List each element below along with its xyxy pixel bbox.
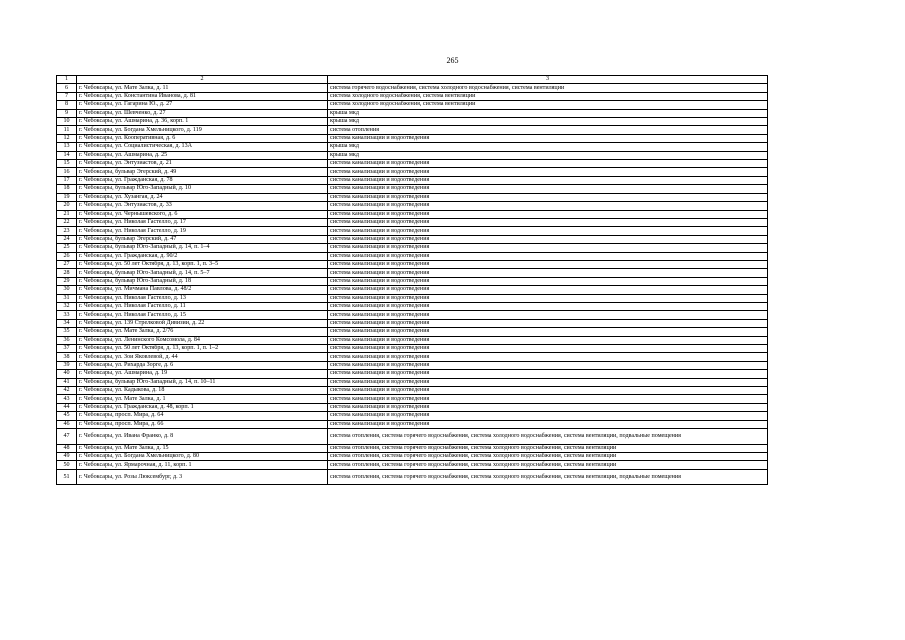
row-number: 44 bbox=[57, 403, 77, 411]
row-address: г. Чебоксары, ул. Рихарда Зорге, д. 6 bbox=[77, 361, 328, 369]
row-address: г. Чебоксары, ул. Хузангая, д. 24 bbox=[77, 193, 328, 201]
row-works: система канализации и водоотведения bbox=[328, 244, 768, 252]
row-works: система канализации и водоотведения bbox=[328, 235, 768, 243]
table-row bbox=[57, 202, 768, 210]
table-row bbox=[57, 353, 768, 361]
table-row bbox=[57, 134, 768, 142]
row-address: г. Чебоксары, ул. Гражданская, д. 78 bbox=[77, 176, 328, 184]
table-row bbox=[57, 235, 768, 243]
header-col-1: 1 bbox=[57, 76, 77, 84]
row-number: 36 bbox=[57, 336, 77, 344]
table-row bbox=[57, 420, 768, 428]
table-row bbox=[57, 185, 768, 193]
row-number: 28 bbox=[57, 269, 77, 277]
row-works: система канализации и водоотведения bbox=[328, 185, 768, 193]
table-row bbox=[57, 218, 768, 226]
row-number: 21 bbox=[57, 210, 77, 218]
table-row bbox=[57, 118, 768, 126]
row-number: 27 bbox=[57, 260, 77, 268]
table-row bbox=[57, 395, 768, 403]
table-row bbox=[57, 361, 768, 369]
row-works: система канализации и водоотведения bbox=[328, 227, 768, 235]
buildings-table bbox=[56, 75, 768, 485]
row-number: 43 bbox=[57, 395, 77, 403]
table-row bbox=[57, 92, 768, 100]
row-number: 41 bbox=[57, 378, 77, 386]
row-number: 25 bbox=[57, 244, 77, 252]
row-address: г. Чебоксары, ул. Гражданская, д. 90/2 bbox=[77, 252, 328, 260]
row-number: 38 bbox=[57, 353, 77, 361]
table-row bbox=[57, 453, 768, 461]
row-number: 30 bbox=[57, 286, 77, 294]
row-number: 40 bbox=[57, 370, 77, 378]
row-works: система канализации и водоотведения bbox=[328, 302, 768, 310]
row-number: 11 bbox=[57, 126, 77, 134]
row-address: г. Чебоксары, ул. Чернышевского, д. 6 bbox=[77, 210, 328, 218]
row-works: система канализации и водоотведения bbox=[328, 378, 768, 386]
row-works: система канализации и водоотведения bbox=[328, 412, 768, 420]
row-works: система отопления bbox=[328, 126, 768, 134]
row-address: г. Чебоксары, ул. Ярмарочная, д. 11, корп. 1 bbox=[77, 461, 328, 469]
table-row bbox=[57, 244, 768, 252]
row-number: 17 bbox=[57, 176, 77, 184]
table-row bbox=[57, 387, 768, 395]
header-row bbox=[57, 76, 768, 84]
row-address: г. Чебоксары, бульвар Эгерский, д. 47 bbox=[77, 235, 328, 243]
row-address: г. Чебоксары, ул. Ивана Франко, д. 8 bbox=[77, 429, 328, 445]
table-row bbox=[57, 286, 768, 294]
row-address: г. Чебоксары, ул. Николая Гастелло, д. 17 bbox=[77, 218, 328, 226]
row-works: система канализации и водоотведения bbox=[328, 134, 768, 142]
row-number: 42 bbox=[57, 387, 77, 395]
row-works: крыша мкд bbox=[328, 118, 768, 126]
table-row bbox=[57, 345, 768, 353]
row-number: 45 bbox=[57, 412, 77, 420]
row-address: г. Чебоксары, ул. Социалистическая, д. 13А bbox=[77, 143, 328, 151]
row-number: 47 bbox=[57, 429, 77, 445]
row-works: система канализации и водоотведения bbox=[328, 210, 768, 218]
row-number: 33 bbox=[57, 311, 77, 319]
table-row bbox=[57, 126, 768, 134]
row-number: 10 bbox=[57, 118, 77, 126]
row-number: 19 bbox=[57, 193, 77, 201]
table-row bbox=[57, 461, 768, 469]
row-address: г. Чебоксары, ул. Энтузиастов, д. 33 bbox=[77, 202, 328, 210]
row-address: г. Чебоксары, ул. Константина Иванова, д. 81 bbox=[77, 92, 328, 100]
row-number: 48 bbox=[57, 444, 77, 452]
row-works: система канализации и водоотведения bbox=[328, 328, 768, 336]
row-works: крыша мкд bbox=[328, 143, 768, 151]
row-address: г. Чебоксары, ул. Гражданская, д. 48, корп. 1 bbox=[77, 403, 328, 411]
row-address: г. Чебоксары, ул. Богдана Хмельницкого, д. 119 bbox=[77, 126, 328, 134]
row-works: система канализации и водоотведения bbox=[328, 286, 768, 294]
row-works: система канализации и водоотведения bbox=[328, 395, 768, 403]
row-address: г. Чебоксары, ул. Мате Залка, д. 11 bbox=[77, 84, 328, 92]
table-row bbox=[57, 260, 768, 268]
row-address: г. Чебоксары, ул. Ашмарина, д. 25 bbox=[77, 151, 328, 159]
row-address: г. Чебоксары, бульвар Юго-Западный, д. 14, п. 10–11 bbox=[77, 378, 328, 386]
row-address: г. Чебоксары, ул. Мате Залка, д. 1 bbox=[77, 395, 328, 403]
row-works: система канализации и водоотведения bbox=[328, 193, 768, 201]
table-row bbox=[57, 319, 768, 327]
row-works: система отопления, система горячего водоснабжения, система холодного водоснабжения, система вентиляции bbox=[328, 461, 768, 469]
row-number: 34 bbox=[57, 319, 77, 327]
row-works: система канализации и водоотведения bbox=[328, 361, 768, 369]
row-address: г. Чебоксары, бульвар Эгерский, д. 49 bbox=[77, 168, 328, 176]
table-row bbox=[57, 168, 768, 176]
row-works: система канализации и водоотведения bbox=[328, 277, 768, 285]
row-address: г. Чебоксары, ул. 50 лет Октября, д. 13, корп. 1, п. 1–2 bbox=[77, 345, 328, 353]
table-row bbox=[57, 294, 768, 302]
row-address: г. Чебоксары, ул. Ашмарина, д. 19 bbox=[77, 370, 328, 378]
row-number: 51 bbox=[57, 469, 77, 485]
table-row bbox=[57, 193, 768, 201]
row-address: г. Чебоксары, ул. Зои Яковлевой, д. 44 bbox=[77, 353, 328, 361]
table-row bbox=[57, 109, 768, 117]
row-address: г. Чебоксары, ул. Кадыкова, д. 18 bbox=[77, 387, 328, 395]
row-address: г. Чебоксары, бульвар Юго-Западный, д. 10 bbox=[77, 185, 328, 193]
table-row bbox=[57, 336, 768, 344]
row-number: 26 bbox=[57, 252, 77, 260]
row-number: 37 bbox=[57, 345, 77, 353]
row-number: 7 bbox=[57, 92, 77, 100]
row-address: г. Чебоксары, ул. Розы Люксембург, д. 3 bbox=[77, 469, 328, 485]
header-col-3: 3 bbox=[328, 76, 768, 84]
row-number: 32 bbox=[57, 302, 77, 310]
table-row bbox=[57, 210, 768, 218]
row-address: г. Чебоксары, бульвар Юго-Западный, д. 18 bbox=[77, 277, 328, 285]
table-row bbox=[57, 151, 768, 159]
row-address: г. Чебоксары, ул. Мате Залка, д. 2/76 bbox=[77, 328, 328, 336]
row-number: 16 bbox=[57, 168, 77, 176]
row-works: система холодного водоснабжения, система вентиляции bbox=[328, 92, 768, 100]
table-row bbox=[57, 370, 768, 378]
table-row bbox=[57, 378, 768, 386]
row-number: 20 bbox=[57, 202, 77, 210]
table-row bbox=[57, 252, 768, 260]
row-number: 9 bbox=[57, 109, 77, 117]
row-works: система канализации и водоотведения bbox=[328, 160, 768, 168]
row-works: система канализации и водоотведения bbox=[328, 311, 768, 319]
row-number: 14 bbox=[57, 151, 77, 159]
row-works: система канализации и водоотведения bbox=[328, 319, 768, 327]
row-works: система канализации и водоотведения bbox=[328, 218, 768, 226]
row-address: г. Чебоксары, бульвар Юго-Западный, д. 14, п. 5–7 bbox=[77, 269, 328, 277]
table-row bbox=[57, 160, 768, 168]
row-address: г. Чебоксары, ул. Николая Гастелло, д. 19 bbox=[77, 227, 328, 235]
row-address: г. Чебоксары, ул. Мате Залка, д. 15 bbox=[77, 444, 328, 452]
table-body bbox=[57, 84, 768, 485]
row-number: 23 bbox=[57, 227, 77, 235]
row-address: г. Чебоксары, ул. Кооперативная, д. 6 bbox=[77, 134, 328, 142]
row-works: система отопления, система горячего водоснабжения, система холодного водоснабжения, система вентиляции bbox=[328, 444, 768, 452]
page-number: 265 bbox=[446, 56, 459, 65]
table-row bbox=[57, 227, 768, 235]
table-row bbox=[57, 412, 768, 420]
row-number: 15 bbox=[57, 160, 77, 168]
row-address: г. Чебоксары, ул. Богдана Хмельницкого, д. 80 bbox=[77, 453, 328, 461]
row-works: система холодного водоснабжения, система вентиляции bbox=[328, 101, 768, 109]
row-works: система канализации и водоотведения bbox=[328, 420, 768, 428]
row-works: система отопления, система горячего водоснабжения, система холодного водоснабжения, система вентиляции, подвальные помещения bbox=[328, 469, 768, 485]
row-number: 39 bbox=[57, 361, 77, 369]
row-address: г. Чебоксары, ул. 139 Стрелковой Дивизии, д. 22 bbox=[77, 319, 328, 327]
table-row bbox=[57, 429, 768, 445]
table-row bbox=[57, 311, 768, 319]
row-address: г. Чебоксары, ул. Николая Гастелло, д. 11 bbox=[77, 302, 328, 310]
row-number: 18 bbox=[57, 185, 77, 193]
table-row bbox=[57, 143, 768, 151]
table-row bbox=[57, 302, 768, 310]
row-address: г. Чебоксары, ул. 50 лет Октября, д. 13, корп. 1, п. 3–5 bbox=[77, 260, 328, 268]
row-works: система канализации и водоотведения bbox=[328, 260, 768, 268]
row-number: 8 bbox=[57, 101, 77, 109]
row-number: 50 bbox=[57, 461, 77, 469]
row-works: крыша мкд bbox=[328, 151, 768, 159]
row-address: г. Чебоксары, ул. Николая Гастелло, д. 13 bbox=[77, 294, 328, 302]
table-row bbox=[57, 444, 768, 452]
row-number: 29 bbox=[57, 277, 77, 285]
row-works: система канализации и водоотведения bbox=[328, 403, 768, 411]
row-works: система канализации и водоотведения bbox=[328, 202, 768, 210]
row-works: система канализации и водоотведения bbox=[328, 387, 768, 395]
row-number: 13 bbox=[57, 143, 77, 151]
row-address: г. Чебоксары, ул. Энтузиастов, д. 21 bbox=[77, 160, 328, 168]
row-works: система горячего водоснабжения, система холодного водоснабжения, система вентиляции bbox=[328, 84, 768, 92]
row-works: система канализации и водоотведения bbox=[328, 176, 768, 184]
row-address: г. Чебоксары, ул. Шевченко, д. 27 bbox=[77, 109, 328, 117]
row-number: 24 bbox=[57, 235, 77, 243]
row-address: г. Чебоксары, ул. Мичмана Павлова, д. 48/2 bbox=[77, 286, 328, 294]
row-works: система канализации и водоотведения bbox=[328, 294, 768, 302]
row-number: 49 bbox=[57, 453, 77, 461]
row-address: г. Чебоксары, ул. Николая Гастелло, д. 15 bbox=[77, 311, 328, 319]
header-col-2: 2 bbox=[77, 76, 328, 84]
row-works: система канализации и водоотведения bbox=[328, 252, 768, 260]
row-address: г. Чебоксары, ул. Ашмарина, д. 36, корп. 1 bbox=[77, 118, 328, 126]
table-row bbox=[57, 84, 768, 92]
table-row bbox=[57, 101, 768, 109]
row-works: система канализации и водоотведения bbox=[328, 336, 768, 344]
table-header bbox=[57, 76, 768, 84]
row-address: г. Чебоксары, ул. Ленинского Комсомола, д. 84 bbox=[77, 336, 328, 344]
row-address: г. Чебоксары, просп. Мира, д. 64 bbox=[77, 412, 328, 420]
row-number: 31 bbox=[57, 294, 77, 302]
row-address: г. Чебоксары, просп. Мира, д. 66 bbox=[77, 420, 328, 428]
table-row bbox=[57, 403, 768, 411]
row-works: система канализации и водоотведения bbox=[328, 370, 768, 378]
table-row bbox=[57, 176, 768, 184]
row-works: система отопления, система горячего водоснабжения, система холодного водоснабжения, система вентиляции bbox=[328, 453, 768, 461]
row-works: система отопления, система горячего водоснабжения, система холодного водоснабжения, система вентиляции, подвальные помещения bbox=[328, 429, 768, 445]
row-works: система канализации и водоотведения bbox=[328, 168, 768, 176]
table-row bbox=[57, 277, 768, 285]
row-works: система канализации и водоотведения bbox=[328, 345, 768, 353]
row-works: система канализации и водоотведения bbox=[328, 269, 768, 277]
table-row bbox=[57, 469, 768, 485]
row-number: 46 bbox=[57, 420, 77, 428]
row-works: система канализации и водоотведения bbox=[328, 353, 768, 361]
row-address: г. Чебоксары, ул. Гагарина Ю., д. 27 bbox=[77, 101, 328, 109]
row-number: 6 bbox=[57, 84, 77, 92]
table-row bbox=[57, 269, 768, 277]
row-number: 35 bbox=[57, 328, 77, 336]
row-works: крыша мкд bbox=[328, 109, 768, 117]
table-row bbox=[57, 328, 768, 336]
row-number: 12 bbox=[57, 134, 77, 142]
row-number: 22 bbox=[57, 218, 77, 226]
row-address: г. Чебоксары, бульвар Юго-Западный, д. 14, п. 1–4 bbox=[77, 244, 328, 252]
